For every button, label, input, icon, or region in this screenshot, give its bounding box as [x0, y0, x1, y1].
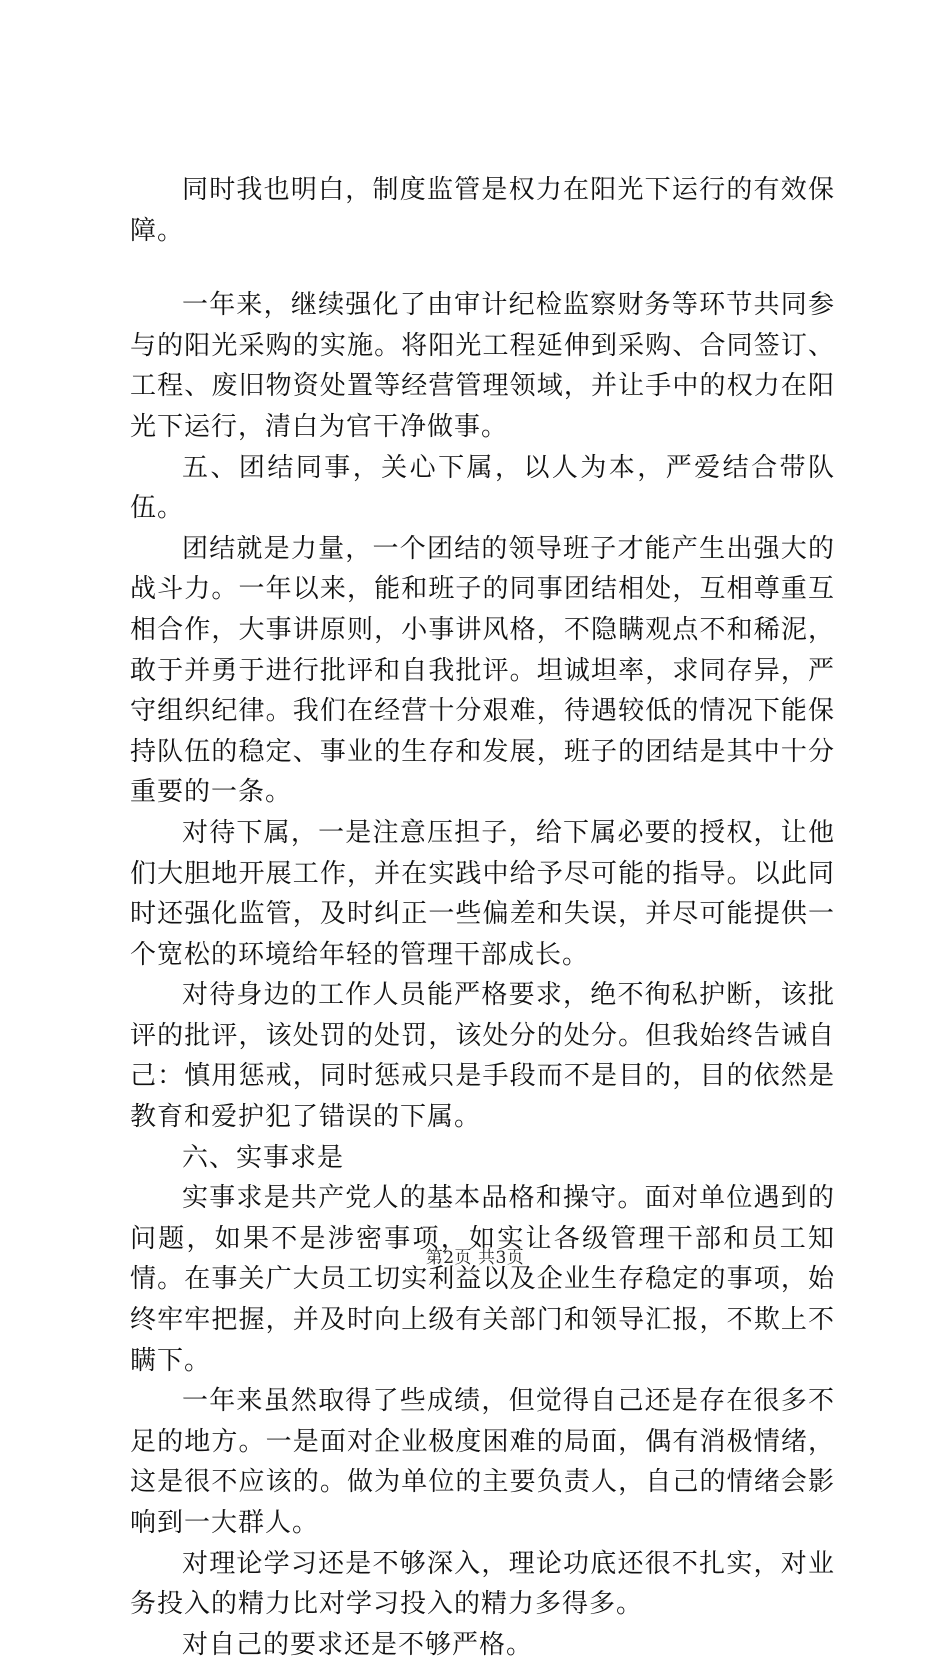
- document-body: [130, 170, 835, 1665]
- section-heading: 五、团结同事，关心下属，以人为本，严爱结合带队伍。: [130, 452, 835, 524]
- paragraph: 对理论学习还是不够深入，理论功底还很不扎实，对业务投入的精力比对学习投入的精力多得多。: [130, 1548, 835, 1620]
- page-number: 第2页 共3页: [425, 1248, 525, 1268]
- paragraph: 对待下属，一是注意压担子，给下属必要的授权，让他们大胆地开展工作，并在实践中给予尽可能的指导。以此同时还强化监管，及时纠正一些偏差和失误，并尽可能提供一个宽松的环境给年轻的管理干部成长。: [130, 817, 835, 970]
- paragraph: 团结就是力量，一个团结的领导班子才能产生出强大的战斗力。一年以来，能和班子的同事团结相处，互相尊重互相合作，大事讲原则，小事讲风格，不隐瞒观点不和稀泥，敢于并勇于进行批评和自我批评。坦诚坦率，求同存异，严守组织纪律。我们在经营十分艰难，待遇较低的情况下能保持队伍的稳定、事业的生存和发展，班子的团结是其中十分重要的一条。: [130, 533, 835, 808]
- paragraph: 同时我也明白，制度监管是权力在阳光下运行的有效保障。: [130, 175, 835, 246]
- paragraph: 一年来，继续强化了由审计纪检监察财务等环节共同参与的阳光采购的实施。将阳光工程延伸到采购、合同签订、工程、废旧物资处置等经营管理领域，并让手中的权力在阳光下运行，清白为官干净做事。: [130, 290, 835, 442]
- paragraph: 对自己的要求还是不够严格。: [182, 1629, 534, 1660]
- paragraph: 对待身边的工作人员能严格要求，绝不徇私护断，该批评的批评，该处罚的处罚，该处分的处分。但我始终告诫自己：慎用惩戒，同时惩戒只是手段而不是目的，目的依然是教育和爱护犯了错误的下属。: [130, 980, 835, 1133]
- paragraph: 一年来虽然取得了些成绩，但觉得自己还是存在很多不足的地方。一是面对企业极度困难的局面，偶有消极情绪，这是很不应该的。做为单位的主要负责人，自己的情绪会影响到一大群人。: [130, 1386, 835, 1538]
- paragraph: 实事求是共产党人的基本品格和操守。面对单位遇到的问题，如果不是涉密事项，如实让各级管理干部和员工知情。在事关广大员工切实利益以及企业生存稳定的事项，始终牢牢把握，并及时向上级有关部门和领导汇报，不欺上不瞒下。: [130, 1183, 835, 1376]
- section-heading: 六、实事求是: [182, 1142, 345, 1173]
